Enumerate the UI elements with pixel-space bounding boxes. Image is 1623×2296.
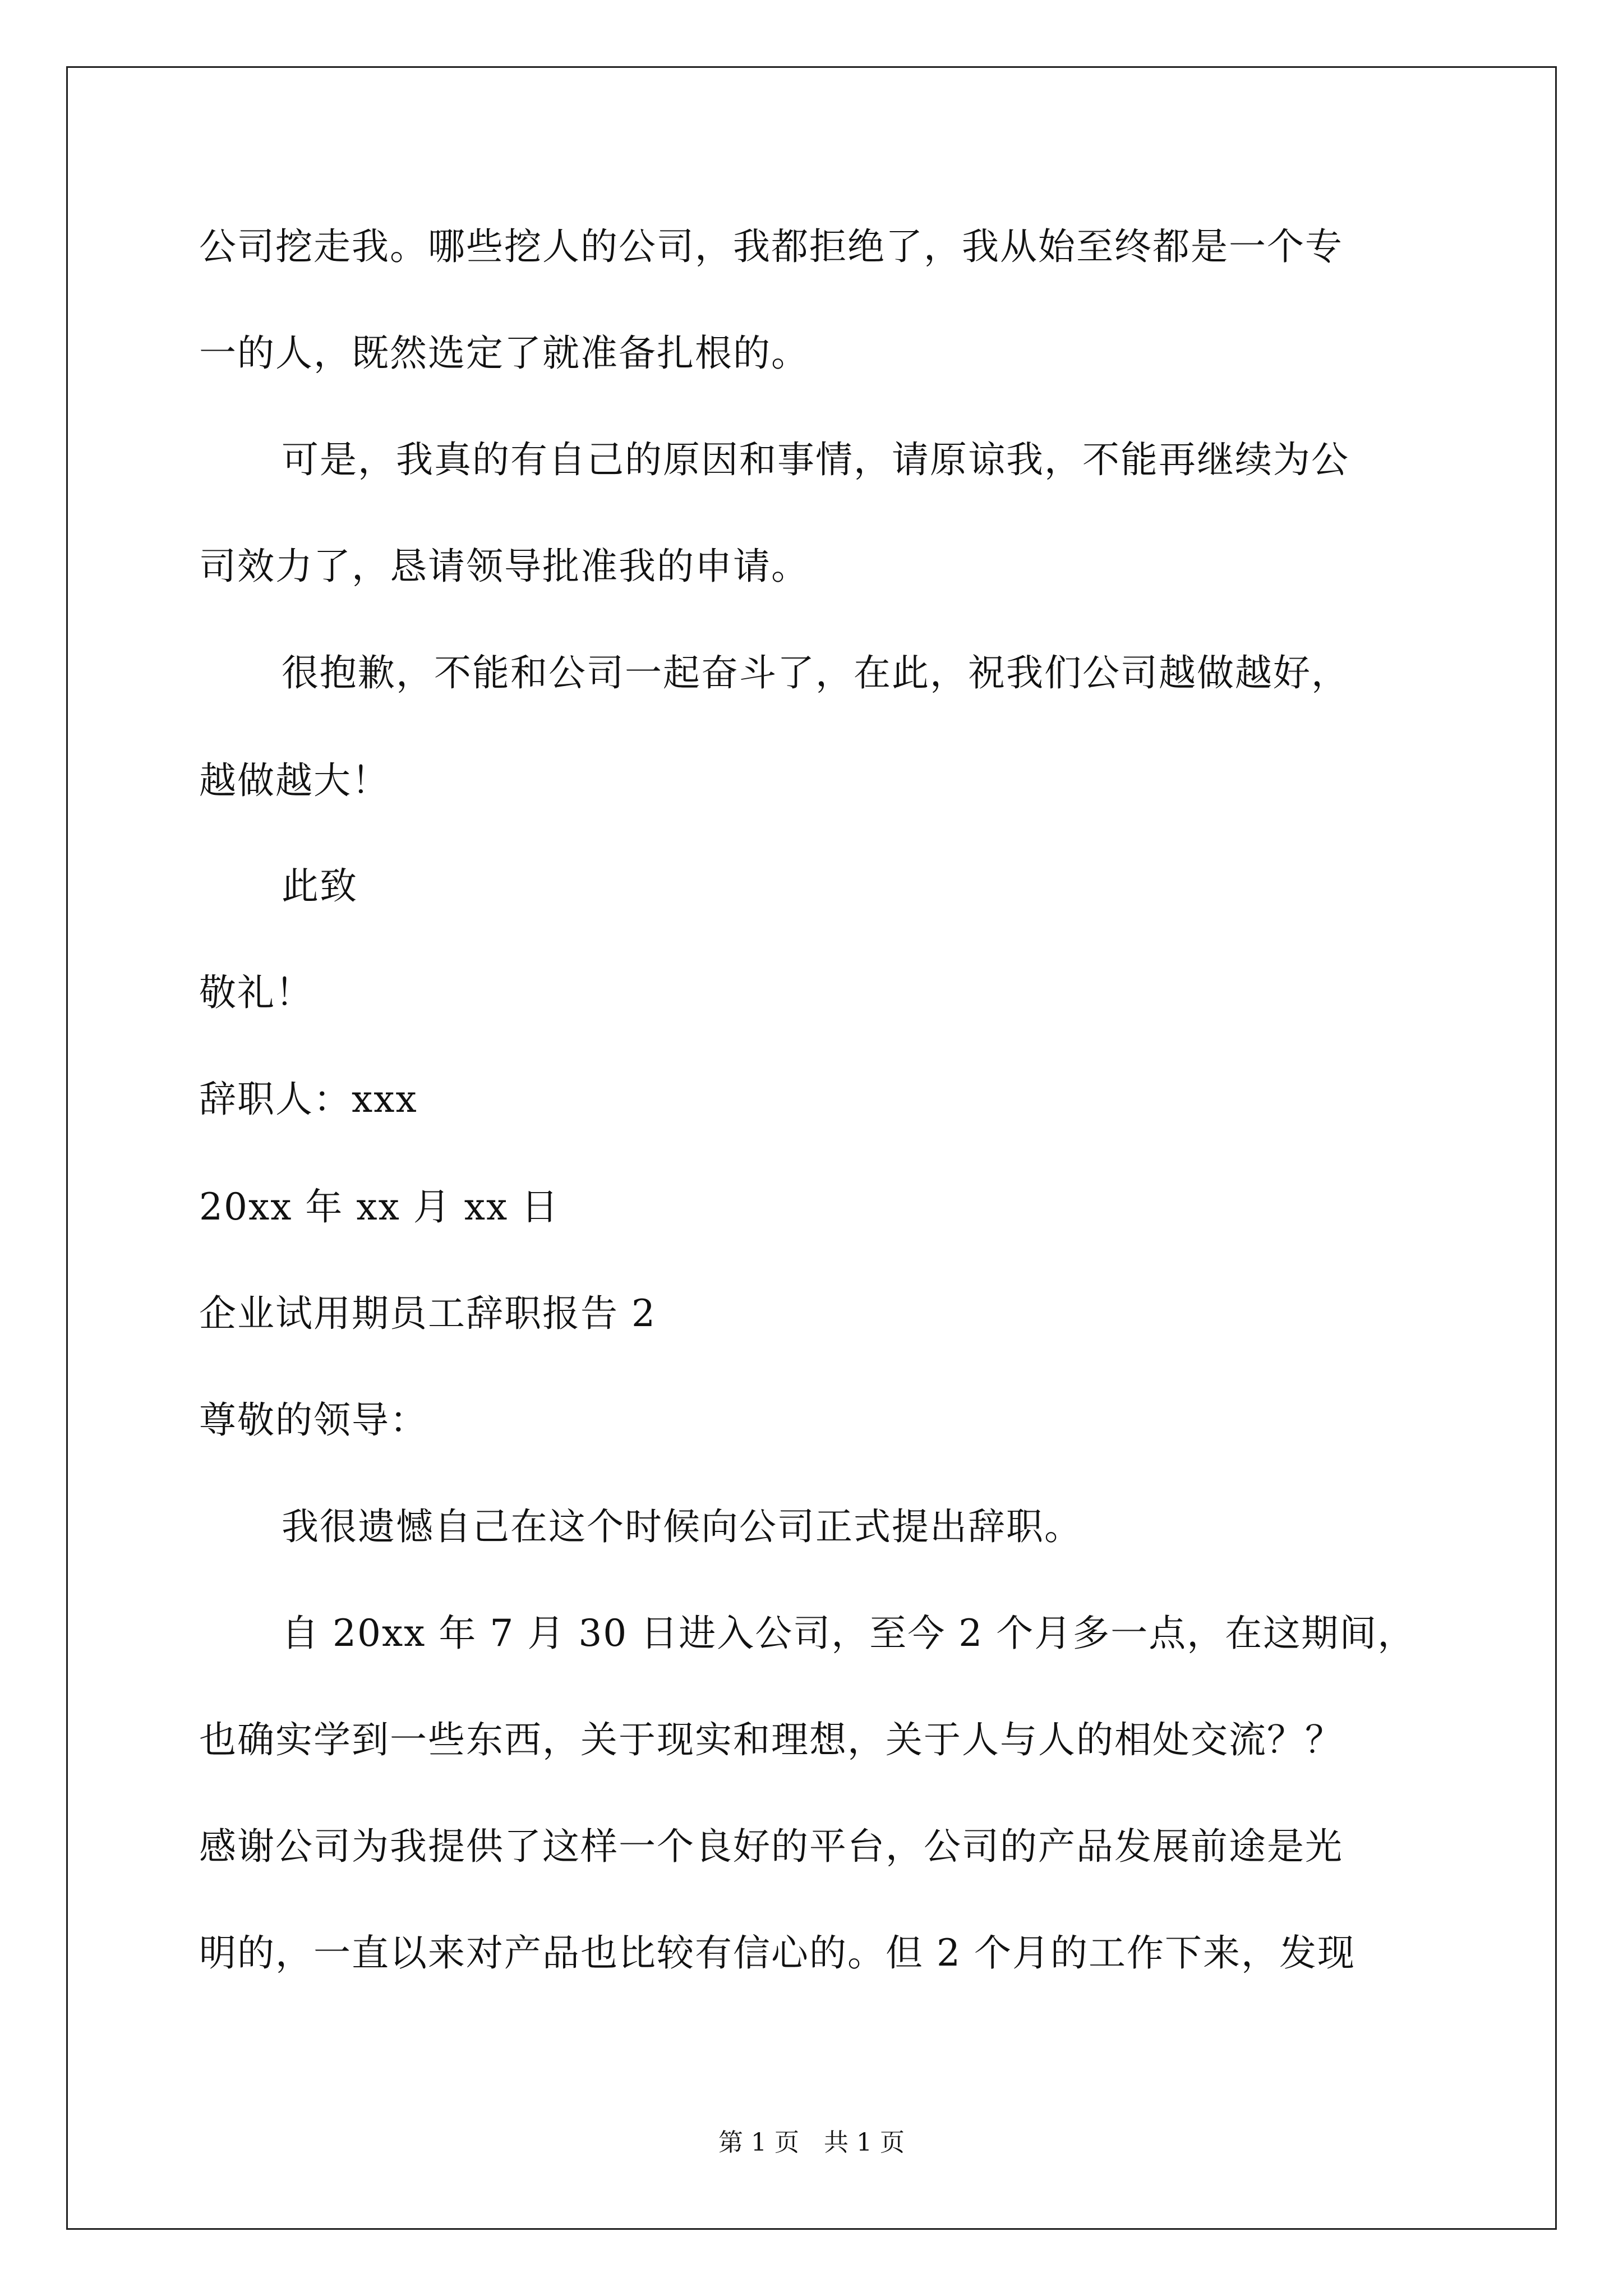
body-line: 也确实学到一些东西，关于现实和理想，关于人与人的相处交流？？ [199, 1718, 1343, 1761]
body-line: 自 20xx 年 7 月 30 日进入公司，至今 2 个月多一点，在这期间， [282, 1612, 1416, 1655]
body-line: 很抱歉，不能和公司一起奋斗了，在此，祝我们公司越做越好， [282, 651, 1349, 694]
section-title: 企业试用期员工辞职报告 2 [199, 1292, 656, 1335]
body-line: 可是，我真的有自己的原因和事情，请原谅我，不能再继续为公 [282, 438, 1349, 481]
body-line: 感谢公司为我提供了这样一个良好的平台，公司的产品发展前途是光 [199, 1825, 1343, 1868]
body-line: 一的人，既然选定了就准备扎根的。 [199, 332, 809, 375]
body-line: 司效力了，恳请领导批准我的申请。 [199, 545, 809, 588]
closing-regards: 敬礼！ [199, 971, 313, 1014]
body-line: 越做越大！ [199, 759, 390, 802]
body-line: 我很遗憾自己在这个时候向公司正式提出辞职。 [282, 1505, 1082, 1548]
page-border [66, 66, 1557, 2230]
date-line: 20xx 年 xx 月 xx 日 [199, 1185, 560, 1228]
signature-line: 辞职人：xxx [199, 1078, 418, 1121]
body-line: 明的，一直以来对产品也比较有信心的。但 2 个月的工作下来，发现 [199, 1931, 1355, 1975]
body-line: 公司挖走我。哪些挖人的公司，我都拒绝了，我从始至终都是一个专 [199, 225, 1343, 268]
greeting-line: 尊敬的领导： [199, 1398, 428, 1442]
closing-salutation: 此致 [282, 864, 358, 908]
page-footer: 第 1 页 共 1 页 [718, 2128, 905, 2157]
